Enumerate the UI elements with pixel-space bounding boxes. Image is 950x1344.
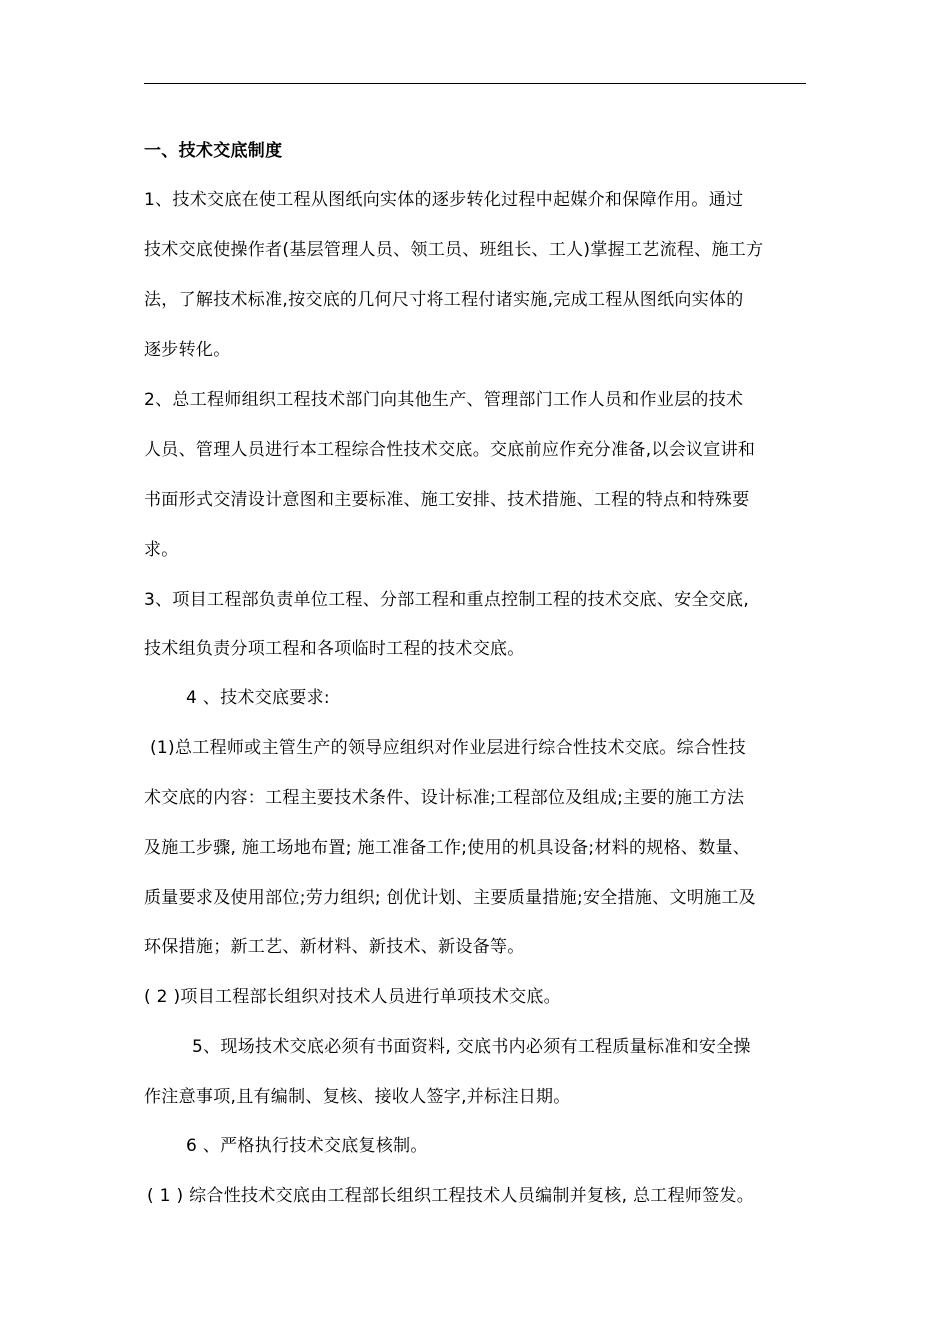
paragraph-line: ( 2 )项目工程部长组织对技术人员进行单项技术交底。 [144,987,561,1007]
section-heading: 一、技术交底制度 [144,141,283,161]
paragraph-line: ( 1 ) 综合性技术交底由工程部长组织工程技术人员编制并复核, 总工程师签发。 [147,1186,755,1206]
paragraph-line: 5、现场技术交底必须有书面资料, 交底书内必须有工程质量标准和安全操 [192,1037,751,1057]
paragraph-line: (1)总工程师或主管生产的领导应组织对作业层进行综合性技术交底。综合性技 [150,738,746,758]
paragraph-line: 环保措施；新工艺、新材料、新技术、新设备等。 [144,937,525,957]
paragraph-line: 1、技术交底在使工程从图纸向实体的逐步转化过程中起媒介和保障作用。通过 [144,190,744,210]
paragraph-line: 书面形式交清设计意图和主要标准、施工安排、技术措施、工程的特点和特殊要 [144,490,750,510]
paragraph-line: 作注意事项,且有编制、复核、接收人签字,并标注日期。 [144,1087,571,1107]
paragraph-line: 2、总工程师组织工程技术部门向其他生产、管理部门工作人员和作业层的技术 [144,390,744,410]
paragraph-line: 法，了解技术标准,按交底的几何尺寸将工程付诸实施,完成工程从图纸向实体的 [144,290,744,310]
paragraph-line: 术交底的内容：工程主要技术条件、设计标准;工程部位及组成;主要的施工方法 [144,788,745,808]
paragraph-line: 求。 [144,540,179,560]
paragraph-line: 6 、严格执行技术交底复核制。 [186,1136,428,1156]
paragraph-line: 4 、技术交底要求: [186,688,330,708]
paragraph-line: 3、项目工程部负责单位工程、分部工程和重点控制工程的技术交底、安全交底, [144,590,750,610]
paragraph-line: 技术组负责分项工程和各项临时工程的技术交底。 [144,639,525,659]
paragraph-line: 质量要求及使用部位;劳力组织; 创优计划、主要质量措施;安全措施、文明施工及 [144,888,756,908]
paragraph-line: 及施工步骤, 施工场地布置; 施工准备工作;使用的机具设备;材料的规格、数量、 [144,838,751,858]
header-rule [144,83,806,84]
paragraph-line: 逐步转化。 [144,340,231,360]
paragraph-line: 人员、管理人员进行本工程综合性技术交底。交底前应作充分准备,以会议宣讲和 [144,440,756,460]
paragraph-line: 技术交底使操作者(基层管理人员、领工员、班组长、工人)掌握工艺流程、施工方 [144,240,764,260]
